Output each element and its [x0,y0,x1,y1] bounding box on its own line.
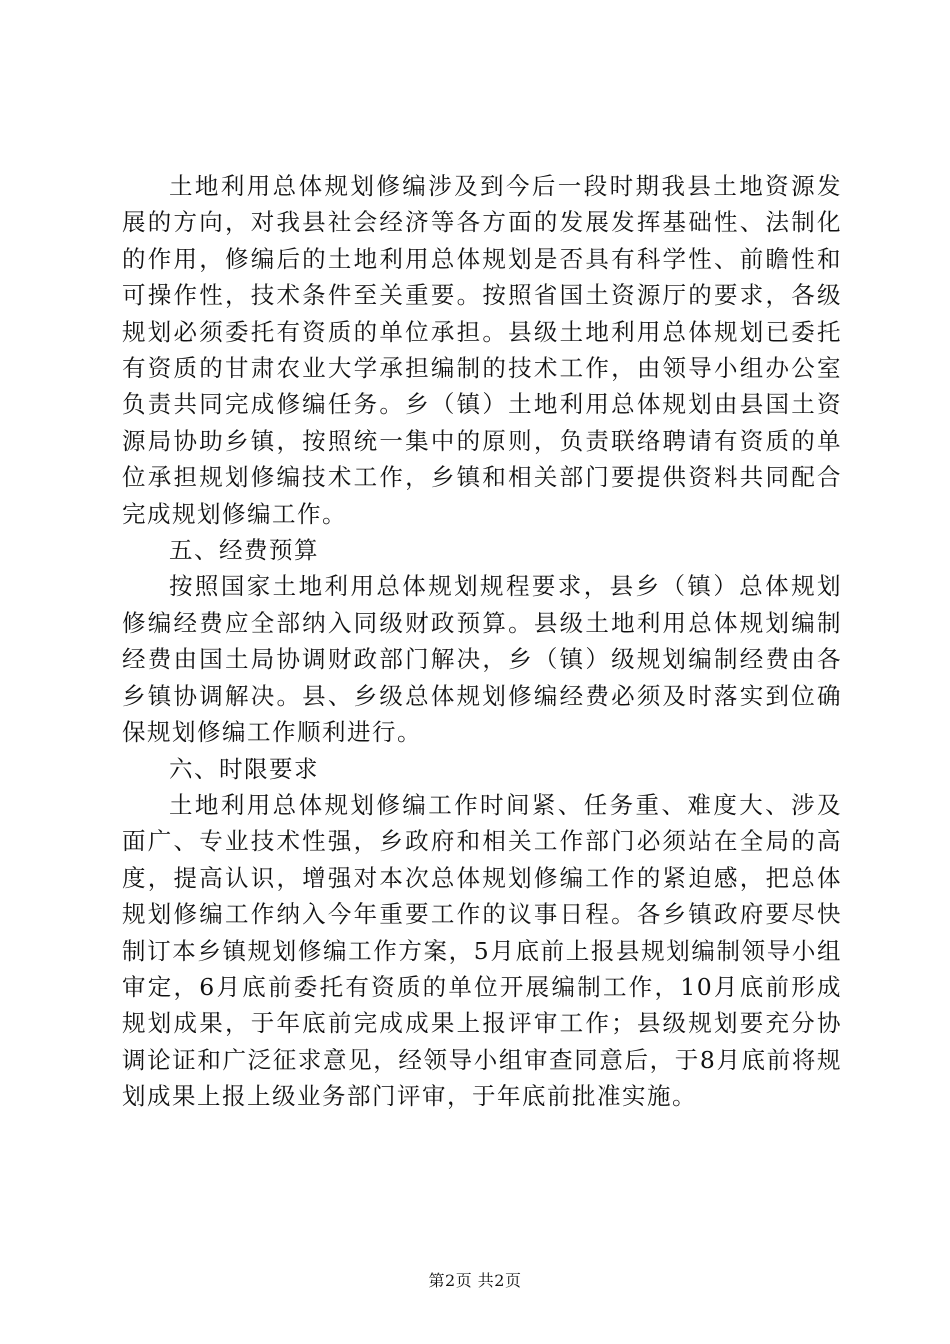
paragraph-technical-conditions: 土地利用总体规划修编涉及到今后一段时期我县土地资源发展的方向，对我县社会经济等各方面的发展发挥基础性、法制化的作用，修编后的土地利用总体规划是否具有科学性、前瞻性和可操作性，技术条件至关重要。按照省国土资源厅的要求，各级规划必须委托有资质的单位承担。县级土地利用总体规划已委托有资质的甘肃农业大学承担编制的技术工作，由领导小组办公室负责共同完成修编任务。乡（镇）土地利用总体规划由县国土资源局协助乡镇，按照统一集中的原则，负责联络聘请有资质的单位承担规划修编技术工作，乡镇和相关部门要提供资料共同配合完成规划修编工作。 [122,172,842,528]
paragraph-deadline: 土地利用总体规划修编工作时间紧、任务重、难度大、涉及面广、专业技术性强，乡政府和相关工作部门必须站在全局的高度，提高认识，增强对本次总体规划修编工作的紧迫感，把总体规划修编工作纳入今年重要工作的议事日程。各乡镇政府要尽快制订本乡镇规划修编工作方案，5月底前上报县规划编制领导小组审定，6月底前委托有资质的单位开展编制工作，10月底前形成规划成果，于年底前完成成果上报评审工作；县级规划要充分协调论证和广泛征求意见，经领导小组审查同意后，于8月底前将规划成果上报上级业务部门评审，于年底前批准实施。 [122,790,842,1111]
section-heading-deadline: 六、时限要求 [169,754,319,783]
document-body [122,168,842,1115]
page-number-footer: 第2页 共2页 [428,1271,522,1290]
paragraph-budget: 按照国家土地利用总体规划规程要求，县乡（镇）总体规划修编经费应全部纳入同级财政预算。县级土地利用总体规划编制经费由国土局协调财政部门解决，乡（镇）级规划编制经费由各乡镇协调解决。县、乡级总体规划修编经费必须及时落实到位确保规划修编工作顺利进行。 [122,572,842,747]
section-heading-budget: 五、经费预算 [169,536,319,565]
